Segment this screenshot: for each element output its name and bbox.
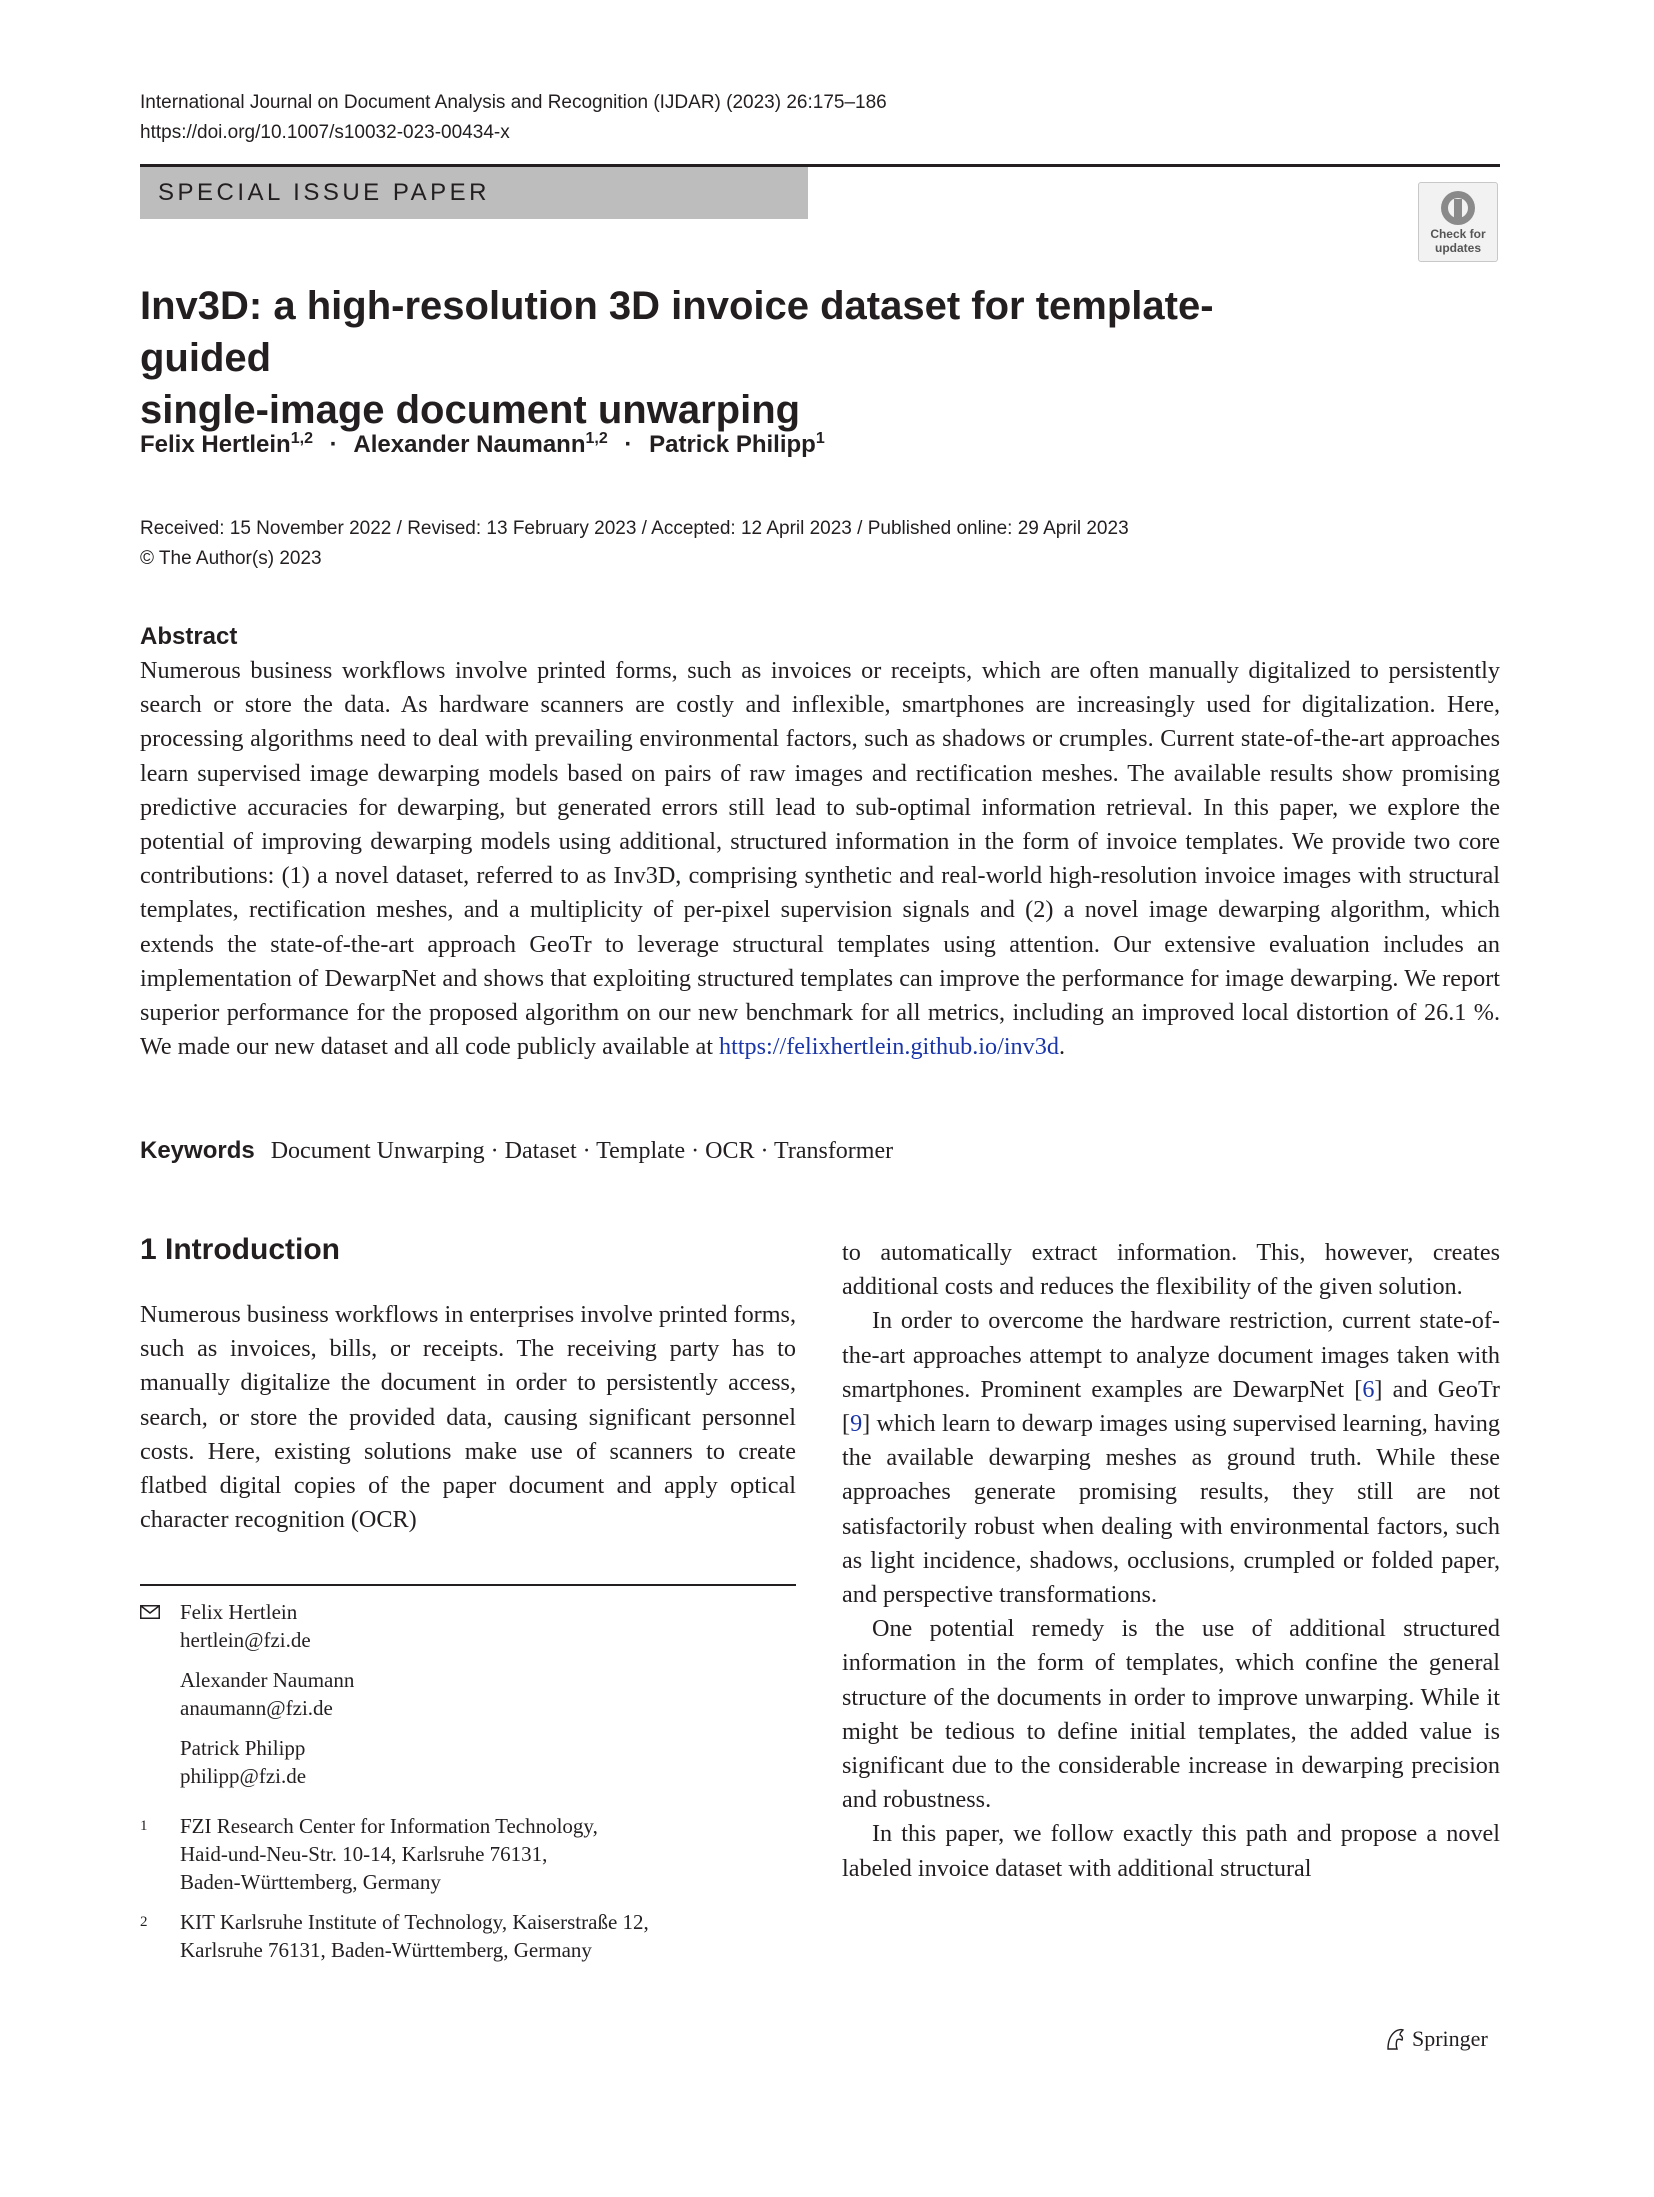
paragraph-text: ] and GeoTr [ [842,1375,1500,1438]
right-column [842,1236,1500,1886]
intro-paragraph [842,1304,1500,1612]
author-separator: · [329,431,338,458]
affiliation-line: Baden-Württemberg, Germany [180,1870,441,1894]
footnotes [140,1598,796,1976]
badge-line1: Check for [1430,227,1486,241]
affiliation-number: 1 [140,1818,148,1834]
author-separator: · [624,431,633,458]
affiliation [140,1812,796,1896]
author-affiliation: 1,2 [585,430,608,447]
envelope-icon [140,1598,170,1626]
paragraph-text: ] which learn to dewarp images using supervised learning, having the available dewarping meshes as ground truth. While these approaches generate promising results, they still are not satisfactorily robust when dealing with environmental factors, such as light incidence, shadows, occlusions, crumpled or folded paper, and perspective transformations. [842,1410,1500,1609]
abstract-end: . [1058,1033,1065,1061]
intro-paragraph: Numerous business workflows in enterprises involve printed forms, such as invoices, bills, or receipts. The receiving party has to manually digitalize the document in order to persistently access, search, or store the provided data, causing significant personnel costs. Here, existing solutions make use of scanners to create flatbed digital copies of the paper document and apply optical character recognition (OCR) [140,1301,796,1534]
corresponding-author [140,1598,796,1654]
paragraph-text: In order to overcome the hardware restriction, current state-of-the-art approaches attempt to analyze document images taken with smartphones. Prominent examples are DewarpNet [ [842,1307,1500,1403]
doi-link[interactable]: https://doi.org/10.1007/s10032-023-00434-x [140,122,510,143]
badge-line2: updates [1434,241,1481,255]
publisher-name: Springer [1412,2026,1488,2051]
journal-citation: International Journal on Document Analysis and Recognition (IJDAR) (2023) 26:175–186 [140,92,887,113]
title-line1: Inv3D: a high-resolution 3D invoice dataset for template-guided [140,284,1214,380]
intro-paragraph-continued: to automatically extract information. This, however, creates additional costs and reduces the flexibility of the given solution. [842,1239,1500,1301]
author-name[interactable]: Patrick Philipp [649,431,816,458]
contact [140,1734,796,1790]
paper-title [140,280,1340,436]
publication-dates [140,514,1129,574]
intro-paragraph: In this paper, we follow exactly this path and propose a novel labeled invoice dataset with additional structural [842,1820,1500,1882]
abstract-text [140,654,1500,1064]
keywords-list: Document Unwarping · Dataset · Template · OCR · Transformer [270,1138,894,1164]
affiliation-line: KIT Karlsruhe Institute of Technology, Kaiserstraße 12, [180,1910,649,1934]
contact-name: Alexander Naumann [180,1668,355,1692]
springer-horse-icon [1384,2027,1406,2051]
abstract-section [140,620,1500,1064]
author-affiliation: 1 [815,430,825,447]
affiliation-line: Haid-und-Neu-Str. 10-14, Karlsruhe 76131, [180,1842,548,1866]
contact-name: Patrick Philipp [180,1736,306,1760]
abstract-body: Numerous business workflows involve printed forms, such as invoices or receipts, which are often manually digitalized to persistently search or store the data. As hardware scanners are costly and inflexible, smartphones are increasingly used for digitalization. Here, processing algorithms need to deal with prevailing environmental factors, such as shadows or crumples. Current state-of-the-art approaches learn supervised image dewarping models based on pairs of raw images and rectification meshes. The available results show promising predictive accuracies for dewarping, but generated errors still lead to sub-optimal information retrieval. In this paper, we explore the potential of improving dewarping models using additional, structured information in the form of invoice templates. We provide two core contributions: (1) a novel dataset, referred to as Inv3D, comprising synthetic and real-world high-resolution invoice images with structural templates, rectification meshes, and a multiplicity of per-pixel supervision signals and (2) a novel image dewarping algorithm, which extends the state-of-the-art approach GeoTr to leverage structural templates using attention. Our extensive evaluation includes an implementation of DewarpNet and shows that exploiting structured templates can improve the performance for image dewarping. We report superior performance for the proposed algorithm on our new benchmark for all metrics, including an improved local distortion of 26.1 %. We made our new dataset and all code publicly available at [140,657,1500,1061]
intro-paragraph: One potential remedy is the use of additional structured information in the form of templates, which confine the general structure of the documents in order to improve unwarping. While it might be tedious to define initial templates, the added value is significant due to the considerable increase in dewarping precision and robustness. [842,1615,1500,1814]
title-line2: single-image document unwarping [140,388,801,432]
affiliation-number: 2 [140,1914,148,1930]
left-column [140,1230,796,1537]
contact-email[interactable]: anaumann@fzi.de [180,1696,333,1720]
check-for-updates-badge[interactable] [1418,182,1498,262]
issue-label: SPECIAL ISSUE PAPER [140,167,808,219]
publisher-logo [1384,2024,1488,2054]
abstract-heading: Abstract [140,623,238,650]
copyright-notice: © The Author(s) 2023 [140,548,322,569]
keywords-label: Keywords [140,1137,255,1164]
footnote-rule [140,1584,796,1586]
affiliation-line: FZI Research Center for Information Technology, [180,1814,598,1838]
author-name[interactable]: Alexander Naumann [353,431,586,458]
author-name[interactable]: Felix Hertlein [140,431,291,458]
contact [140,1666,796,1722]
citation-link[interactable]: 9 [850,1410,863,1438]
journal-header [140,88,887,148]
keywords [140,1134,893,1168]
affiliation [140,1908,796,1964]
check-for-updates-icon [1437,189,1479,227]
section-heading: 1 Introduction [140,1233,340,1266]
dataset-link[interactable]: https://felixhertlein.github.io/inv3d [719,1033,1059,1061]
contact-email[interactable]: hertlein@fzi.de [180,1628,311,1652]
contact-email[interactable]: philipp@fzi.de [180,1764,307,1788]
citation-link[interactable]: 6 [1362,1375,1375,1403]
affiliation-line: Karlsruhe 76131, Baden-Württemberg, Germany [180,1938,592,1962]
author-list [140,428,825,462]
contact-name: Felix Hertlein [180,1600,298,1624]
publication-history: Received: 15 November 2022 / Revised: 13 February 2023 / Accepted: 12 April 2023 / Published online: 29 April 2023 [140,518,1129,539]
author-affiliation: 1,2 [290,430,313,447]
